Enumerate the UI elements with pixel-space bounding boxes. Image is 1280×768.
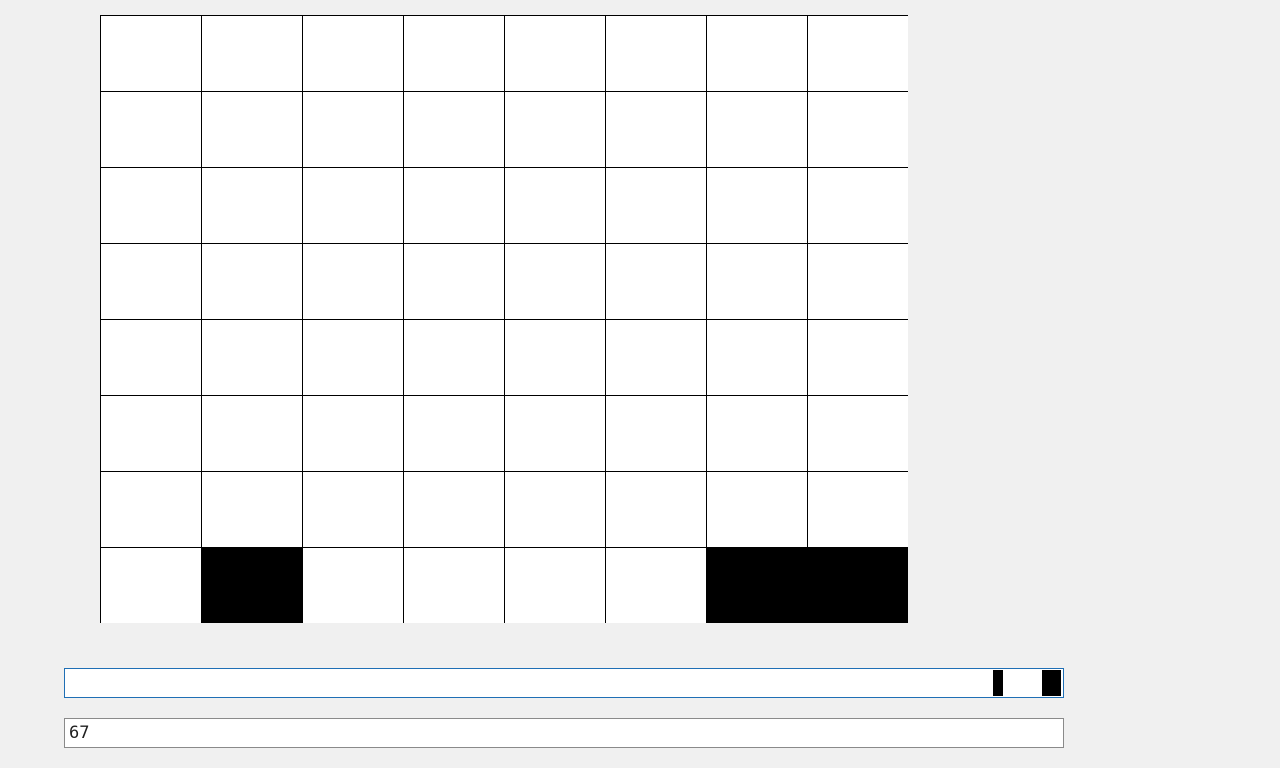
grid-cell-r4-c2[interactable] (201, 243, 302, 319)
grid-cell-r3-c1[interactable] (100, 167, 201, 243)
grid-cell-r4-c7[interactable] (706, 243, 807, 319)
grid-cell-r4-c1[interactable] (100, 243, 201, 319)
grid-cell-r6-c8[interactable] (807, 395, 908, 471)
bit-strip[interactable] (64, 668, 1064, 698)
grid-cell-r7-c2[interactable] (201, 471, 302, 547)
grid-cell-r2-c3[interactable] (302, 91, 403, 167)
grid-cell-r7-c4[interactable] (403, 471, 504, 547)
grid-cell-r4-c4[interactable] (403, 243, 504, 319)
grid-cell-r5-c3[interactable] (302, 319, 403, 395)
grid-cell-r1-c4[interactable] (403, 15, 504, 91)
grid-cell-r7-c3[interactable] (302, 471, 403, 547)
grid-cell-r1-c3[interactable] (302, 15, 403, 91)
grid-cell-r1-c8[interactable] (807, 15, 908, 91)
strip-on-segment-4 (1042, 670, 1061, 696)
grid-cell-r1-c7[interactable] (706, 15, 807, 91)
grid-cell-r3-c4[interactable] (403, 167, 504, 243)
grid-cell-r6-c2[interactable] (201, 395, 302, 471)
grid-cell-r8-c6[interactable] (605, 547, 706, 623)
grid-cell-r5-c1[interactable] (100, 319, 201, 395)
grid-cell-r7-c1[interactable] (100, 471, 201, 547)
grid-cell-r8-c5[interactable] (504, 547, 605, 623)
grid-cell-r6-c1[interactable] (100, 395, 201, 471)
grid-cell-r2-c5[interactable] (504, 91, 605, 167)
grid-cell-r5-c5[interactable] (504, 319, 605, 395)
grid-cell-r8-c3[interactable] (302, 547, 403, 623)
grid-cell-r2-c2[interactable] (201, 91, 302, 167)
grid-cell-r7-c7[interactable] (706, 471, 807, 547)
grid-cell-r2-c7[interactable] (706, 91, 807, 167)
grid-cell-r6-c5[interactable] (504, 395, 605, 471)
grid-cell-r5-c8[interactable] (807, 319, 908, 395)
grid-cell-r7-c5[interactable] (504, 471, 605, 547)
grid-cell-r3-c3[interactable] (302, 167, 403, 243)
grid-cell-r6-c6[interactable] (605, 395, 706, 471)
grid-cell-r4-c5[interactable] (504, 243, 605, 319)
grid-cell-r8-c7[interactable] (706, 547, 807, 623)
grid-cell-r5-c7[interactable] (706, 319, 807, 395)
grid-cell-r3-c7[interactable] (706, 167, 807, 243)
grid-cell-r5-c6[interactable] (605, 319, 706, 395)
grid-cell-r6-c7[interactable] (706, 395, 807, 471)
grid-cell-r6-c3[interactable] (302, 395, 403, 471)
grid-cell-r8-c4[interactable] (403, 547, 504, 623)
grid-cell-r3-c5[interactable] (504, 167, 605, 243)
grid-cell-r3-c2[interactable] (201, 167, 302, 243)
grid-cell-r4-c6[interactable] (605, 243, 706, 319)
grid-cell-r4-c3[interactable] (302, 243, 403, 319)
strip-off-segment-3 (1003, 670, 1042, 696)
grid-cell-r3-c6[interactable] (605, 167, 706, 243)
grid-cell-r2-c1[interactable] (100, 91, 201, 167)
grid-cell-r2-c6[interactable] (605, 91, 706, 167)
grid-cell-r8-c1[interactable] (100, 547, 201, 623)
grid-cell-r3-c8[interactable] (807, 167, 908, 243)
grid-cell-r8-c8[interactable] (807, 547, 908, 623)
grid-cell-r7-c6[interactable] (605, 471, 706, 547)
grid-cell-r6-c4[interactable] (403, 395, 504, 471)
grid-cell-r2-c8[interactable] (807, 91, 908, 167)
grid-cell-r8-c2[interactable] (201, 547, 302, 623)
grid-cell-r1-c5[interactable] (504, 15, 605, 91)
grid-cell-r2-c4[interactable] (403, 91, 504, 167)
strip-on-segment-2 (993, 670, 1003, 696)
grid-cell-r1-c6[interactable] (605, 15, 706, 91)
value-input[interactable] (64, 718, 1064, 748)
grid-cell-r1-c2[interactable] (201, 15, 302, 91)
grid-cell-r7-c8[interactable] (807, 471, 908, 547)
grid-cell-r5-c4[interactable] (403, 319, 504, 395)
grid-cell-r1-c1[interactable] (100, 15, 201, 91)
grid-cell-r4-c8[interactable] (807, 243, 908, 319)
grid-cell-r5-c2[interactable] (201, 319, 302, 395)
pixel-grid (100, 15, 908, 623)
strip-off-segment-1 (67, 670, 993, 696)
